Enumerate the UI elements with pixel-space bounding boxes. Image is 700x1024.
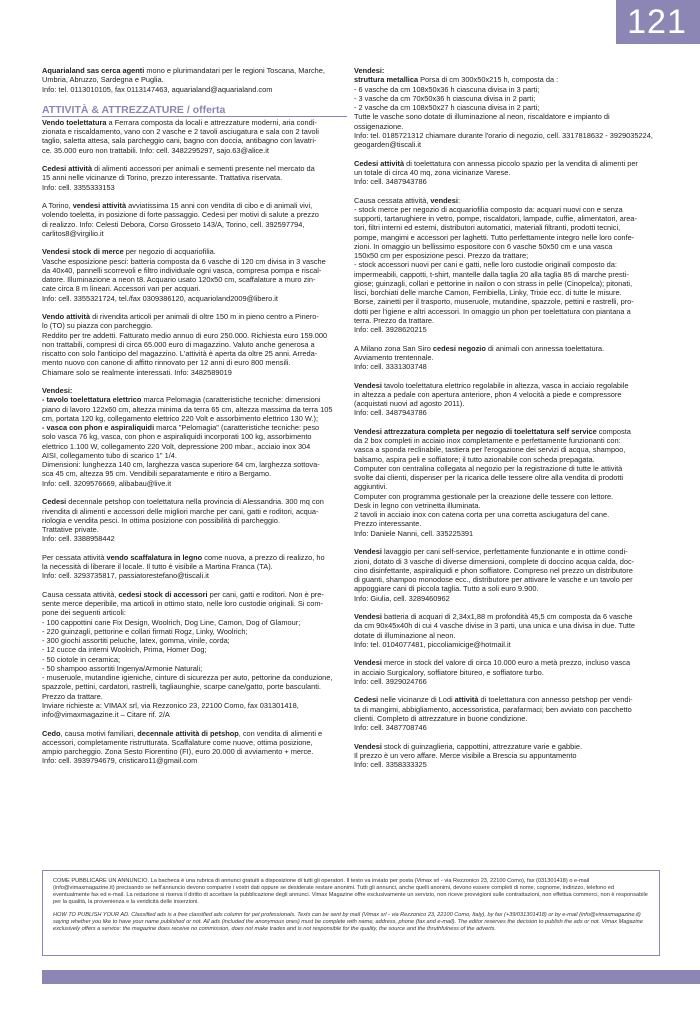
ad-line: Porsa di cm 300x50x215 h, composta da : <box>418 75 559 85</box>
ad-line: di realizzo. Info: Celesti Debora, Corso Grosseto 143/A, Torino, cell. 392597794, <box>42 219 305 229</box>
ad-line: 2 tavoli in acciaio inox con catena corta per una corretta asciugatura del cane. <box>354 510 610 520</box>
ad-line: un totale di circa 40 mq, zona vicinanze Varese. <box>354 167 511 177</box>
ad-line: Il prezzo è un vero affare. Merce visibile a Brescia su appuntamento <box>354 750 577 760</box>
ad-line: Info: tel. 0104077481, piccoliamicige@hotmail.it <box>354 639 511 649</box>
ad-text: Causa cessata attività, <box>42 589 119 599</box>
ad-listing <box>42 729 347 766</box>
ad-line: Reddito per tre addetti. Fatturato medio annuo di euro 250.000. Richiesta euro 159.000 <box>42 330 328 340</box>
ad-line: info@vimaxmagazine.it – Citare rif. 2/A <box>42 710 170 720</box>
ad-line: Computer con centralina collegata al negozio per la registrazione di tutte le attività <box>354 463 623 473</box>
ad-headline: vendesi <box>430 195 458 205</box>
ad-line: di rivendita articoli per animali di oltre 150 m in pieno centro a Pinero- <box>90 312 319 322</box>
ad-text: Per cessata attività <box>42 552 107 562</box>
ad-headline: Vendesi: <box>354 66 385 75</box>
page-number: 121 <box>627 3 687 41</box>
ad-line: giose; guinzagli, collari e pettorine in nailon o con strass in pelle (Cinopelca); pitonati, <box>354 278 633 288</box>
ad-headline: Cedesi attività <box>354 158 405 168</box>
ad-line: riologia e vendita pesci. In ottima posizione con possibilità di parcheggio. <box>42 515 280 525</box>
ad-line: merce in stock del valore di circa 10.000 euro a metà prezzo, incluso vasca <box>381 658 631 668</box>
right-column <box>354 66 659 779</box>
ad-headline: Vendo toelettatura <box>42 117 107 127</box>
ad-headline: Cedo <box>42 728 61 738</box>
ad-listing <box>354 75 659 149</box>
ad-line: di toelettatura con annesso petshop per vendi- <box>478 695 633 705</box>
ad-listing <box>354 381 659 418</box>
footer-notice <box>42 870 660 956</box>
ad-line: solo vasca 76 kg, vasca, con phon e aspiraliquidi incorporati 100 kg, assorbimento <box>42 432 312 442</box>
ad-line: cate circa 8 m lineari. Accessori vari per acquari. <box>42 284 201 294</box>
ad-line: di guanti, shampoo monodose ecc., distributore per attivare le vasche e un tavolo per <box>354 575 633 585</box>
ad-line: di alimenti accessori per animali e sementi presente nel mercato da <box>92 164 315 174</box>
ad-line: Info: cell. 3487943786 <box>354 177 427 187</box>
ad-line: Computer con programma gestionale per la creazione delle tessere con lettore. <box>354 491 614 501</box>
ad-line: tavolo toelettatura elettrico regolabile in altezza, vasca in acciaio regolabile <box>381 380 629 390</box>
ad-line: pompe, mangimi e accessori per laghetti. Tutto perfettamente integro nelle loro confe- <box>354 232 635 242</box>
ad-line: - 50 ciotole in ceramica; <box>42 654 121 664</box>
ad-listing <box>354 427 659 538</box>
ad-line: lavaggio per cani self-service, perfettamente funzionante e in ottime condi- <box>381 547 628 557</box>
ad-line: , con vendita di alimenti e <box>238 728 323 738</box>
left-column <box>42 66 347 775</box>
ad-line: elettrico 1.100 W, collegamento 220 Volt, depressione 200 mbar., acciaio inox 304 <box>42 441 311 451</box>
ad-line: - 2 vasche da cm 108x50x27 h ciascuna divisa in 2 parti; <box>354 103 540 112</box>
ad-line: in altezza a pedale con apertura anteriore, phon 4 velocità a piede e compressore <box>354 389 622 399</box>
ad-line: Info: tel. 0185721312 chiamare durante l'orario di negozio, cell. 3317818632 - 3929035224, <box>354 130 653 140</box>
ad-line: di animali con annessa toelettatura. <box>485 343 605 353</box>
ad-line: Prezzo da trattare. <box>42 691 103 701</box>
ad-line: - 300 giochi assortiti peluche, latex, gomma, vinile, corda; <box>42 636 230 646</box>
ad-line: dotate di illuminazione al neon. <box>354 630 456 640</box>
ad-line: spazzole, pettini, cardatori, rastrelli, tagliaunghie, scarpe cane/gatto, porte basculanti. <box>42 682 321 692</box>
bottom-bar <box>42 970 700 984</box>
ad-line: Umbria, Abruzzo, Sardegna e Puglia. <box>42 75 164 85</box>
ad-text: A Torino, <box>42 201 73 211</box>
ad-headline: Aquarialand sas cerca agenti <box>42 66 145 75</box>
ad-listing <box>354 344 659 372</box>
ad-line: pone dei seguenti articoli: <box>42 608 126 618</box>
ad-line: Info: tel. 0113010105, fax 0113147463, aquarialand@aquarialand.com <box>42 84 273 94</box>
ad-headline: struttura metallica <box>354 75 419 85</box>
ad-listing <box>42 118 347 155</box>
ad-headline: cedesi stock di accessori <box>118 589 208 599</box>
ad-line: batteria di acquari di 2,34x1,88 m profondità 45,5 cm composta da 6 vasche <box>381 612 633 622</box>
ad-line: 15 anni nelle vicinanze di Torino, prezzo interessante. Trattativa riservata. <box>42 173 283 183</box>
ad-line: dotti per l'igiene e altri accessori. In omaggio un phon per toelettatura con piantana a <box>354 306 631 316</box>
ad-listing <box>42 497 347 543</box>
ad-line: zionata e riscaldamento, vano con 2 vasche e 2 tavoli asciugatura e sala con 2 tavoli <box>42 127 319 136</box>
ad-line: terra. Prezzo da trattare. <box>354 315 435 325</box>
ad-line: vasca a sponda reclinabile, tastiera per l'erogazione dei servizi di acqua, shampoo, <box>354 445 626 455</box>
ad-line: Prezzo interessante. <box>354 519 422 529</box>
ad-line: la necessità di liberare il locale. Il tutto è visibile a Martina Franca (TA). <box>42 562 273 572</box>
ad-headline: attività <box>454 695 479 705</box>
ad-line: Info: cell. 3293735817, passiatorestefano@tiscali.it <box>42 571 209 581</box>
ad-line: marca Pelomagia (caratteristiche tecniche: dimensioni <box>141 395 321 405</box>
ad-line: supporti, tartarughiere in vetro, pompe, riscaldatori, lampade, cuffie, alimentatori, area- <box>354 214 637 224</box>
ad-listing <box>354 658 659 686</box>
ad-line: Info: cell. 3929024766 <box>354 676 427 686</box>
ad-line: mento nuovo con canone di affitto rinnovato per 12 anni di euro 800 mensili. <box>42 358 291 368</box>
ad-listing <box>42 553 347 581</box>
ad-line: (acquistati nuovi ad agosto 2011). <box>354 399 465 409</box>
ad-headline: Cedesi <box>42 497 67 507</box>
ad-line: Tutte le vasche sono dotate di illuminazione al neon, riscaldatore e impianto di <box>354 112 610 122</box>
ad-line: per negozio di acquariofilia. <box>123 247 216 257</box>
ad-line: lisci, borchiati delle marche Camon, Ferribiella, Linky, Trixie ecc. di tutte le misure. <box>354 288 622 298</box>
ad-listing <box>354 196 659 335</box>
ad-line: AISI, collegamento tubo di scarico 1" 1/4. <box>42 450 177 460</box>
ad-line: zioni. In omaggio un bellissimo espositore con 6 vasche 50x50 cm e una vasca <box>354 241 613 251</box>
ad-line: svolte dai clienti, dispenser per la ricarica delle tessere oltre alla vendita di prodotti <box>354 473 624 483</box>
ad-headline: - vasca con phon e aspiraliquidi <box>42 423 155 433</box>
ad-headline: Vendesi <box>354 658 382 668</box>
ad-headline: vendesi attività <box>72 201 127 211</box>
ad-line: Info: cell. 3487943786 <box>354 408 427 418</box>
ad-line: 150x50 cm per esposizione pesci. Prezzo da trattare; <box>354 251 529 261</box>
ad-line: Info: cell. 3939794679, cristicaro11@gmail.com <box>42 756 198 766</box>
ad-listing <box>354 547 659 603</box>
footer-notice-italian: COME PUBBLICARE UN ANNUNCIO. La bacheca è una rubrica di annunci gratuiti a disposizione di tutti gli operatori. Il testo va inviato per posta (Vimax srl - via Rezzonico 23, 22100 Como), fax (031301418) o e-mail (info@vimaxmagazine.it) precisando se nell'annuncio devono comparire i vostri dati oppure se desiderate restare anonimi. Tutti gli annunci, anche quelli anonimi, devono essere completi di nome, cognome, indirizzo, telefono ed eventualmente fax ed e-mail. La redazione si riserva il diritto di accettare la pubblicazione degli annunci. Vimax Magazine offre esclusivamente un servizio, non riceve provvigioni sulle contrattazioni, non effettua commerci, non è responsabile per la qualità, la provenienza e la veridicità delle inserzioni. <box>53 878 648 905</box>
ad-line: cm, portata 120 kg, collegamento elettrico 220 Volt e assorbimento elettrico 130 W.); <box>42 413 319 423</box>
ad-line: - 12 cucce da interni Woolrich, Prima, Homer Dog; <box>42 645 207 655</box>
ad-line: volendo toeletta, in posizione di forte passaggio. Cedesi per motivi di salute a prezzo <box>42 210 319 220</box>
ad-line: ce. 35.000 euro non trattabili. Info: cell. 3482295297, sajo.63@alice.it <box>42 145 269 155</box>
ad-listing <box>354 66 659 75</box>
ad-headline: Vendesi <box>354 547 382 557</box>
ad-line: Chiamare solo se realmente interessati. Info: 3482589019 <box>42 367 232 377</box>
ad-line: rivendita di alimenti e accessori delle migliori marche per cani, gatti e roditori, acqua- <box>42 506 319 516</box>
ad-line: clienti. Completo di attrezzature in buone condizione. <box>354 713 528 723</box>
ad-listing <box>42 164 347 192</box>
ad-line: appoggiare cani di piccola taglia. Tutto a soli euro 9.900. <box>354 584 539 594</box>
ad-line: impermeabili, cappotti, t-shirt, mantelle dalla taglia 20 alla taglia 85 di marche presti- <box>354 269 629 279</box>
ad-line: per cani, gatti e roditori. Non è pre- <box>207 589 324 599</box>
ad-text: nelle vicinanze di Lodi <box>378 695 455 705</box>
ad-line: - stock accessori nuovi per cani e gatti, nelle loro custodie originali composto da: <box>354 260 617 270</box>
ad-headline: Cedesi attività <box>42 164 93 174</box>
ad-headline: Vendesi <box>354 741 382 751</box>
ad-listing <box>42 201 347 238</box>
ad-line: Info: cell. 3209576669, alibabau@live.it <box>42 478 172 488</box>
ad-line: accessori, completamente ristrutturata. Scaffalature come nuove, ottima posizione, <box>42 737 313 747</box>
ad-line: Desk in legno con vetrinetta illuminata. <box>354 500 481 510</box>
ad-line: aggiuntivi. <box>354 482 388 492</box>
ad-line: mono e plurimandatari per le regioni Toscana, Marche, <box>144 66 325 75</box>
ad-line: sca 45 cm, altezza 95 cm. Vendibili separatamente e ritiro a Bergamo. <box>42 469 272 479</box>
ad-listing <box>42 312 347 377</box>
ad-line: Info: cell. 3928620215 <box>354 325 427 335</box>
ad-line: piano di lavoro 122x60 cm, altezza minima da terra 65 cm, altezza massima da terra 105 <box>42 404 333 414</box>
ad-line: composta <box>596 426 631 436</box>
ad-line: avviatissima 15 anni con vendita di cibo e di animali vivi, <box>126 201 313 211</box>
ad-line: Inviare richieste a: VIMAX srl, via Rezzonico 23, 22100 Como, fax 031301418, <box>42 700 299 710</box>
ad-headline: vendo scaffalatura in legno <box>106 552 203 562</box>
ad-line: Info: cell. 3358333325 <box>354 760 427 770</box>
ad-line: da 40x40, pannelli scorrevoli e filtro individuale ogni vasca, compresa pompa e riscal- <box>42 265 322 275</box>
ad-line: cino disinfettante, aspiraliquidi e phon soffiatore. Compreso nel prezzo un distributore <box>354 565 633 575</box>
ad-line: marca "Pelomagia" (caratteristiche tecniche: peso <box>154 423 320 433</box>
ad-line: decennale petshop con toelettatura nella provincia di Alessandria. 300 mq con <box>66 497 324 507</box>
ad-headline: Vendesi attrezzatura completa per negozio di toelettatura self service <box>354 426 597 436</box>
ad-line: - 3 vasche da cm 70x50x36 h ciascuna divisa in 2 parti; <box>354 93 536 103</box>
ad-line: : <box>457 195 461 205</box>
ad-line: come nuova, a prezzo di realizzo, ho <box>202 552 325 562</box>
ad-line: - 220 guinzagli, pettorine e collari firmati Rogz, Linky, Woolrich; <box>42 626 248 636</box>
ad-listing <box>42 386 347 395</box>
ad-headline: Vendesi <box>354 380 382 390</box>
ad-headline: Vendesi stock di merce <box>42 247 124 257</box>
ad-headline: cedesi negozio <box>432 343 486 353</box>
ad-headline: Vendesi <box>354 612 382 622</box>
ad-text: Causa cessata attività, <box>354 195 431 205</box>
ad-listing <box>42 247 347 303</box>
ad-listing <box>42 395 347 423</box>
ad-listing <box>42 423 347 488</box>
ad-listing <box>354 159 659 187</box>
ad-line: da 2 box completi in acciaio inox completamente e perfettamente funzionanti con: <box>354 436 621 446</box>
ad-line: - museruole, mutandine igieniche, cinture di sicurezza per auto, pettorine da conduzione, <box>42 673 333 683</box>
ad-line: da cm 90x45x40h di cui 4 vasche divise in 3 parti, una unica e una divisa in due. Tutte <box>354 621 636 631</box>
ad-line: ta di mangimi, abbigliamento, accessoristica, parafarmaci; ben avviato con pacchetto <box>354 704 632 714</box>
section-rule <box>42 116 347 117</box>
ad-line: - stock merce per negozio di acquariofilia composto da: acquari nuovi con e senza <box>354 204 623 214</box>
ad-line: - 50 shampoo assortiti Ingenya/Armonie Naturali; <box>42 663 203 673</box>
ad-line: - 6 vasche da cm 108x50x36 h ciascuna divisa in 3 parti; <box>354 84 540 94</box>
ad-headline: Vendesi: <box>42 386 73 396</box>
ad-text: , causa motivi familiari, <box>60 728 138 738</box>
ad-line: Info: cell. 3487708746 <box>354 723 427 733</box>
ad-line: Trattative private. <box>42 525 99 535</box>
ad-line: Info: cell. 3388958442 <box>42 534 115 544</box>
ad-text: A Milano zona San Siro <box>354 343 433 353</box>
ad-line: stock di guinzaglieria, cappottini, attrezzature varie e gabbie. <box>381 741 583 751</box>
ad-line: Avviamento trentennale. <box>354 352 434 362</box>
ad-line: - 100 cappottini cane Fix Design, Woolrich, Dog Line, Camon, Dog of Glamour; <box>42 617 301 627</box>
agent-wanted-notice <box>42 66 347 94</box>
ad-line: zioni, dotato di 3 vasche di diverse dimensioni, complete di doccino acqua calda, doc- <box>354 556 635 566</box>
ad-line: ossigenazione. <box>354 121 404 131</box>
ad-headline: Cedesi <box>354 695 379 705</box>
ad-listing <box>354 742 659 770</box>
ad-line: lo (TO) su piazza con parcheggio. <box>42 321 153 331</box>
section-heading: ATTIVITÀ & ATTREZZATURE / offerta <box>42 103 226 116</box>
ad-line: balsamo, aspira peli e soffiatore; il tutto azionabile con scheda prepagata. <box>354 454 595 464</box>
ad-line: riscatto con solo l'anticipo del magazzino. L'attività è aperta da oltre 25 anni. Arreda- <box>42 349 318 359</box>
ad-line: a Ferrara composta da locali e attrezzature moderni, aria condi- <box>106 117 317 127</box>
ad-line: taglio, saletta attesa, sala parcheggio cani, bagno con doccia, antibagno con lavatri- <box>42 136 317 146</box>
footer-notice-english: HOW TO PUBLISH YOUR AD. Classified ads is a free classified ads column for pet professionals. Texts can be sent by mail (Vimax srl - via Rezzonico 23, 22100 Como, Italy), by fax (+39/031301418) or by e-mail (info@vimaxmagazine.it) saying whether you like to have your name published or not. All ads (included the anonymous ones) must be complete with name, address, phone (fax and e-mail). The editor reserves the decision to publish the ads or not. Vimax Magazine exclusively offers a service: the magazine does receive no commission, does not make trades and is not responsible for the quality, the source and the thruthfulness of the adverts. <box>53 912 643 932</box>
ad-listing <box>354 695 659 732</box>
ad-line: carlitos8@virgilio.it <box>42 228 104 238</box>
ad-line: Info: cell. 3355321724, tel./fax 0309386120, acquarioland2009@libero.it <box>42 293 278 303</box>
ad-line: tori, filtri interni ed esterni, distributori automatici, materiali filtranti, prodotti tecnici, <box>354 223 621 233</box>
ad-line: datore. Illuminazione a neon t8. Acquario usato 120x50 cm, scaffalature a muro zin- <box>42 275 316 285</box>
ad-headline: Vendo attività <box>42 312 91 322</box>
ad-line: in acciaio Surgicalory, soffiatore bitureo, e soffiatore turbo. <box>354 667 544 677</box>
ad-headline: - tavolo toelettatura elettrico <box>42 395 142 405</box>
ad-line: Info: cell. 3355333153 <box>42 182 115 192</box>
ad-line: geogarden@tiscali.it <box>354 140 422 149</box>
ad-line: non trattabili, compresi di circa 65.000 euro di magazzino. Valuto anche generosa a <box>42 339 315 349</box>
ad-line: Dimensioni: lunghezza 140 cm, larghezza vasca superiore 64 cm, larghezza sottova- <box>42 460 320 470</box>
ad-line: Info: cell. 3331303748 <box>354 362 427 372</box>
ad-line: di toelettatura con annessa piccolo spazio per la vendita di alimenti per <box>404 158 638 168</box>
ad-line: Info: Daniele Nanni, cell. 335225391 <box>354 528 474 538</box>
ad-line: Vasche esposizione pesci: batteria composta da 6 vasche di 120 cm divisa in 3 vasche <box>42 256 326 266</box>
ad-line: sente merce deperibile, ma articoli in ottimo stato, nelle loro custodie originali. Si com- <box>42 599 323 609</box>
ad-headline: decennale attività di petshop <box>137 728 239 738</box>
ad-line: Borse, zainetti per il trasporto, museruole, mutandine, spazzole, pettini e rastrelli, pro- <box>354 297 634 307</box>
ad-line: ampio parcheggio. Zona Sesto Fiorentino (FI), euro 20.000 di avviamento + merce. <box>42 747 314 757</box>
ad-listing <box>354 612 659 649</box>
ad-listing <box>42 590 347 720</box>
ad-line: Info: Giulia, cell. 3289460962 <box>354 593 450 603</box>
